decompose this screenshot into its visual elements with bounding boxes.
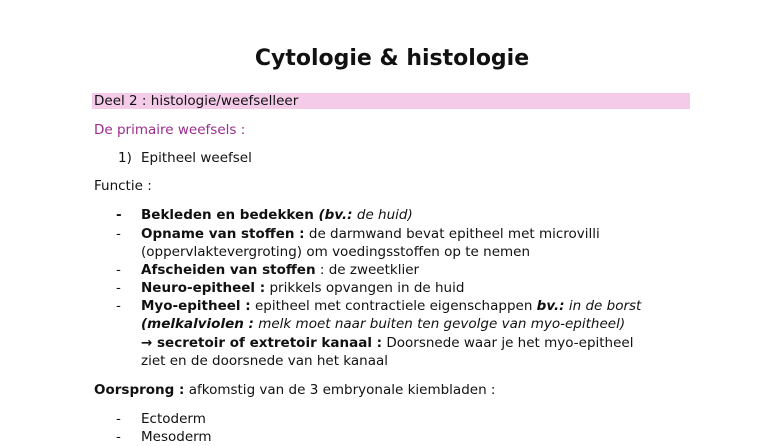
numbered-item-label: Epitheel weefsel [141,150,252,166]
list-item-continuation: → secretoir of extretoir kanaal : Doorsnede waar je het myo-epitheel [141,335,634,351]
bullet-mark: - [116,280,121,296]
list-item: Opname van stoffen : de darmwand bevat epitheel met microvilli [141,226,600,242]
list-item: Ectoderm [141,411,206,427]
list-item-continuation: (melkalviolen : melk moet naar buiten ten gevolge van myo-epitheel) [141,316,626,332]
bullet-mark: - [116,207,122,223]
list-item: Myo-epitheel : epitheel met contractiele eigenschappen bv.: in de borst [141,298,642,314]
numbered-item-number: 1) [118,150,132,166]
functie-heading: Functie : [94,178,152,194]
list-item-continuation: ziet en de doorsnede van het kanaal [141,353,389,369]
list-item: Mesoderm [141,429,212,445]
primaire-weefsels-heading: De primaire weefsels : [94,122,246,138]
list-item: Neuro-epitheel : prikkels opvangen in de huid [141,280,465,296]
bullet-mark: - [116,298,121,314]
bullet-mark: - [116,262,121,278]
list-item: Bekleden en bedekken (bv.: de huid) [141,207,413,223]
list-item: Afscheiden van stoffen : de zweetklier [141,262,420,278]
list-item-continuation: (oppervlaktevergroting) om voedingsstoffen op te nemen [141,244,531,260]
section-heading-highlight [92,93,690,109]
section-heading: Deel 2 : histologie/weefselleer [94,93,299,109]
bullet-mark: - [116,226,121,242]
document-title: Cytologie & histologie [254,46,530,71]
bullet-mark: - [116,411,121,427]
bullet-mark: - [116,429,121,445]
oorsprong-line: Oorsprong : afkomstig van de 3 embryonale kiembladen : [94,382,496,398]
